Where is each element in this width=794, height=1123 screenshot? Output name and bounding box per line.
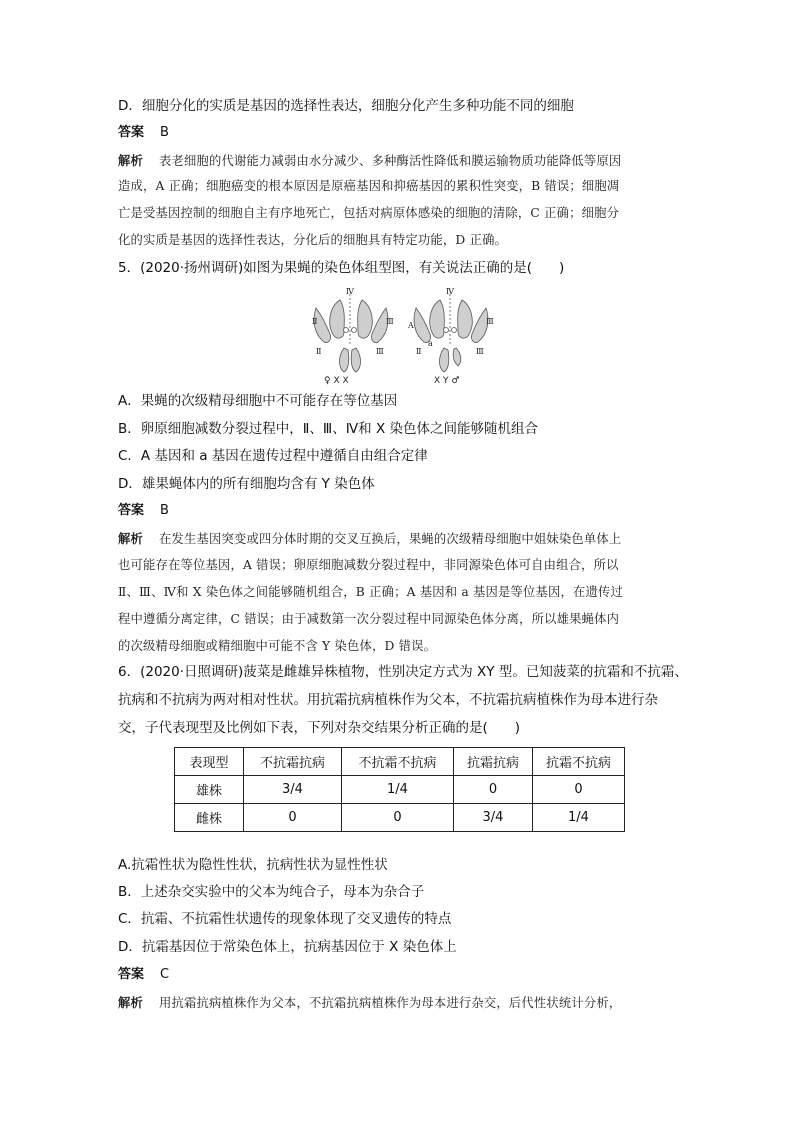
q5-analysis-line-3: Ⅱ、Ⅲ、Ⅳ和 X 染色体之间能够随机组合，B 正确；A 基因和 a 基因是等位基因，在遗传过 bbox=[118, 585, 623, 599]
q4-analysis-line-3: 亡是受基因控制的细胞自主有序地死亡，包括对病原体感染的细胞的清除，C 正确；细胞分 bbox=[118, 206, 620, 220]
analysis-label: 解析 bbox=[118, 153, 143, 168]
fig-label-a-lower: a bbox=[428, 339, 433, 348]
q4-analysis-line-4: 化的实质是基因的选择性表达，分化后的细胞具有特定功能，D 正确。 bbox=[118, 233, 508, 247]
table-cell: 雄株 bbox=[175, 776, 244, 804]
q5-option-c: C．A 基因和 a 基因在遗传过程中遵循自由组合定律 bbox=[118, 448, 428, 464]
q6-option-d: D．抗霜基因位于常染色体上，抗病基因位于 X 染色体上 bbox=[118, 939, 457, 955]
table-cell: 1/4 bbox=[533, 804, 625, 832]
answer-label: 答案 bbox=[118, 967, 145, 982]
q6-answer bbox=[118, 966, 169, 984]
analysis-label: 解析 bbox=[118, 995, 143, 1010]
answer-value: C bbox=[160, 967, 170, 982]
q5-option-b: B．卵原细胞减数分裂过程中，Ⅱ、Ⅲ、Ⅳ和 X 染色体之间能够随机组合 bbox=[118, 421, 539, 437]
q6-option-b: B．上述杂交实验中的父本为纯合子，母本为杂合子 bbox=[118, 884, 425, 900]
q5-answer bbox=[118, 502, 169, 520]
table-header: 不抗霜抗病 bbox=[244, 748, 342, 776]
table-cell: 0 bbox=[533, 776, 625, 804]
table-cell: 0 bbox=[244, 804, 342, 832]
table-cell: 3/4 bbox=[454, 804, 533, 832]
table-header-row bbox=[175, 748, 625, 776]
q5-analysis-line-5: 的次级精母细胞或精细胞中可能不含 Y 染色体，D 错误。 bbox=[118, 639, 437, 653]
chromosome-karyotype-figure bbox=[300, 286, 500, 386]
q4-analysis-line-1: 解析 表老细胞的代谢能力减弱由水分减少、多种酶活性降低和膜运输物质功能降低等原因 bbox=[118, 153, 622, 168]
fig-label-iii-female-bottom: Ⅲ bbox=[376, 347, 384, 356]
answer-label: 答案 bbox=[118, 125, 145, 140]
q4-option-d: D．细胞分化的实质是基因的选择性表达，细胞分化产生多种功能不同的细胞 bbox=[118, 98, 574, 114]
fig-label-a-upper: A bbox=[408, 321, 414, 330]
fig-label-ii-female-bottom: Ⅱ bbox=[316, 347, 322, 356]
q4-analysis-line-2: 造成，A 正确；细胞癌变的根本原因是原癌基因和抑癌基因的累积性突变，B 错误；细胞凋 bbox=[118, 179, 620, 193]
fig-caption-female: ♀ X X bbox=[324, 376, 349, 386]
fig-label-iv-female: Ⅳ bbox=[346, 287, 354, 296]
table-cell: 0 bbox=[342, 804, 454, 832]
fig-label-ii-female-top: Ⅱ bbox=[312, 317, 318, 326]
fig-label-iii-female-top: Ⅲ bbox=[386, 317, 394, 326]
table-header: 抗霜不抗病 bbox=[533, 748, 625, 776]
table-cell: 0 bbox=[454, 776, 533, 804]
fig-label-iii-male-bottom: Ⅲ bbox=[476, 347, 484, 356]
fig-label-ii-male-bottom: Ⅱ bbox=[416, 347, 422, 356]
q5-option-d: D．雄果蝇体内的所有细胞均含有 Y 染色体 bbox=[118, 476, 375, 492]
table-header: 抗霜抗病 bbox=[454, 748, 533, 776]
answer-label: 答案 bbox=[118, 503, 145, 518]
fig-label-iv-male: Ⅳ bbox=[446, 287, 454, 296]
table-row bbox=[175, 804, 625, 832]
q6-stem-line-2: 抗病和不抗病为两对相对性状。用抗霜抗病植株作为父本，不抗霜抗病植株作为母本进行杂 bbox=[118, 692, 658, 708]
table-cell: 1/4 bbox=[342, 776, 454, 804]
analysis-label: 解析 bbox=[118, 531, 143, 546]
q6-option-c: C．抗霜、不抗霜性状遗传的现象体现了交叉遗传的特点 bbox=[118, 911, 452, 927]
q6-stem-line-1: 6．(2020·日照调研)菠菜是雌雄异株植物，性别决定方式为 XY 型。已知菠菜的抗霜和不抗霜、 bbox=[118, 664, 688, 680]
q5-stem: 5．(2020·扬州调研)如图为果蝇的染色体组型图，有关说法正确的是( ) bbox=[118, 260, 565, 276]
phenotype-ratio-table bbox=[174, 747, 625, 832]
karyotype-svg bbox=[300, 286, 500, 386]
table-row bbox=[175, 776, 625, 804]
q6-stem-line-3: 交，子代表现型及比例如下表，下列对杂交结果分析正确的是( ) bbox=[118, 720, 521, 736]
answer-value: B bbox=[160, 503, 169, 518]
fig-caption-male: X Y ♂ bbox=[434, 376, 460, 386]
table-header: 表现型 bbox=[175, 748, 244, 776]
q6-option-a: A.抗霜性状为隐性性状，抗病性状为显性性状 bbox=[118, 857, 388, 873]
q4-answer bbox=[118, 124, 169, 142]
q5-analysis-line-4: 程中遵循分离定律，C 错误；由于减数第一次分裂过程中同源染色体分离，所以雄果蝇体内 bbox=[118, 612, 620, 626]
table-header: 不抗霜不抗病 bbox=[342, 748, 454, 776]
table-cell: 雌株 bbox=[175, 804, 244, 832]
q6-analysis-line-1: 解析 用抗霜抗病植株作为父本，不抗霜抗病植株作为母本进行杂交，后代性状统计分析， bbox=[118, 995, 622, 1010]
q5-analysis-line-2: 也可能存在等位基因，A 错误；卵原细胞减数分裂过程中，非同源染色体可自由组合，所以 bbox=[118, 558, 619, 572]
q5-analysis-line-1: 解析 在发生基因突变或四分体时期的交叉互换后，果蝇的次级精母细胞中姐妹染色单体上 bbox=[118, 531, 622, 546]
fig-label-iii-male-top: Ⅲ bbox=[486, 317, 494, 326]
table-cell: 3/4 bbox=[244, 776, 342, 804]
answer-value: B bbox=[160, 125, 169, 140]
q5-option-a: A．果蝇的次级精母细胞中不可能存在等位基因 bbox=[118, 393, 398, 409]
